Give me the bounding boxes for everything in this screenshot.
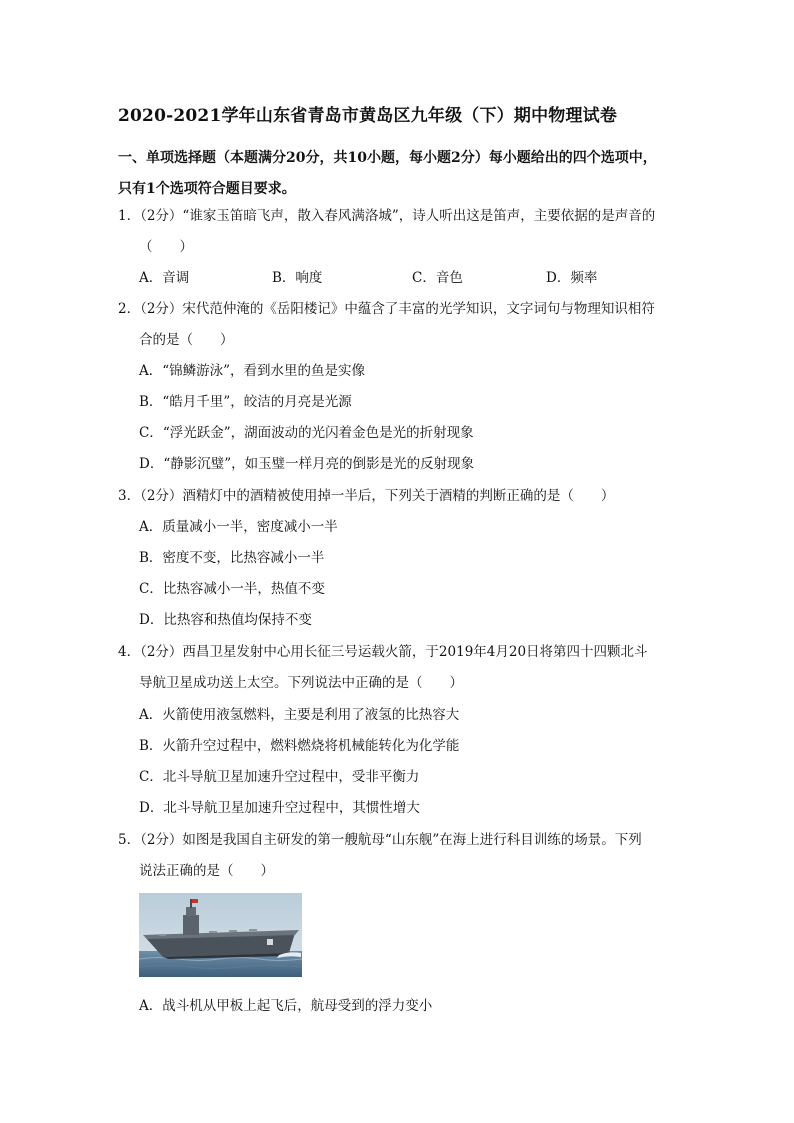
question-3-stem-line-1: 3．（2分）酒精灯中的酒精被使用掉一半后，下列关于酒精的判断正确的是（ ）	[118, 488, 615, 504]
question-2-option-a: A．“锦鳞游泳”，看到水里的鱼是实像	[139, 363, 366, 379]
aircraft-carrier-illustration	[139, 893, 302, 977]
question-5-stem-line-1: 5．（2分）如图是我国自主研发的第一艘航母“山东舰”在海上进行科目训练的场景。下列	[118, 832, 642, 848]
question-4-option-d: D．北斗导航卫星加速升空过程中，其惯性增大	[139, 800, 420, 816]
question-1-stem-line-1: 1．（2分）“谁家玉笛暗飞声，散入春风满洛城”，诗人听出这是笛声，主要依据的是声音的	[118, 208, 656, 224]
question-4-option-c: C．北斗导航卫星加速升空过程中，受非平衡力	[139, 769, 420, 785]
question-2-option-c: C．“浮光跃金”，湖面波动的光闪着金色是光的折射现象	[139, 425, 474, 441]
question-2-stem-line-2: 合的是（ ）	[139, 332, 234, 348]
question-5-option-a: A．战斗机从甲板上起飞后，航母受到的浮力变小	[139, 998, 433, 1014]
question-1-option-c: C．音色	[412, 270, 463, 286]
question-3-option-a: A．质量减小一半，密度减小一半	[139, 519, 338, 535]
exam-title: 2020-2021学年山东省青岛市黄岛区九年级（下）期中物理试卷	[118, 106, 618, 126]
section-heading-line-2: 只有1个选项符合题目要求。	[118, 181, 296, 197]
question-4-stem-line-1: 4．（2分）西昌卫星发射中心用长征三号运载火箭，于2019年4月20日将第四十四颗北斗	[118, 644, 648, 660]
question-3-option-b: B．密度不变，比热容减小一半	[139, 550, 325, 566]
section-heading	[118, 143, 678, 205]
question-1-option-d: D．频率	[546, 270, 598, 286]
question-5-stem-line-2: 说法正确的是（ ）	[139, 863, 274, 879]
question-1-option-b: B．响度	[272, 270, 323, 286]
question-2-option-d: D．“静影沉璧”，如玉璧一样月亮的倒影是光的反射现象	[139, 456, 475, 472]
question-3-option-d: D．比热容和热值均保持不变	[139, 612, 312, 628]
question-4-option-a: A．火箭使用液氢燃料，主要是利用了液氢的比热容大	[139, 707, 460, 723]
question-2-stem-line-1: 2．（2分）宋代范仲淹的《岳阳楼记》中蕴含了丰富的光学知识，文字词句与物理知识相符	[118, 301, 655, 317]
question-3-option-c: C．比热容减小一半，热值不变	[139, 581, 325, 597]
question-1-option-a: A．音调	[139, 270, 190, 286]
question-1-stem-line-2: （ ）	[139, 239, 193, 255]
aircraft-carrier-image	[139, 893, 302, 977]
question-4-stem-line-2: 导航卫星成功送上太空。下列说法中正确的是（ ）	[139, 675, 463, 691]
section-heading-line-1: 一、单项选择题（本题满分20分，共10小题，每小题2分）每小题给出的四个选项中，	[118, 150, 657, 166]
question-2-option-b: B．“皓月千里”，皎洁的月亮是光源	[139, 394, 352, 410]
question-4-option-b: B．火箭升空过程中，燃料燃烧将机械能转化为化学能	[139, 738, 460, 754]
